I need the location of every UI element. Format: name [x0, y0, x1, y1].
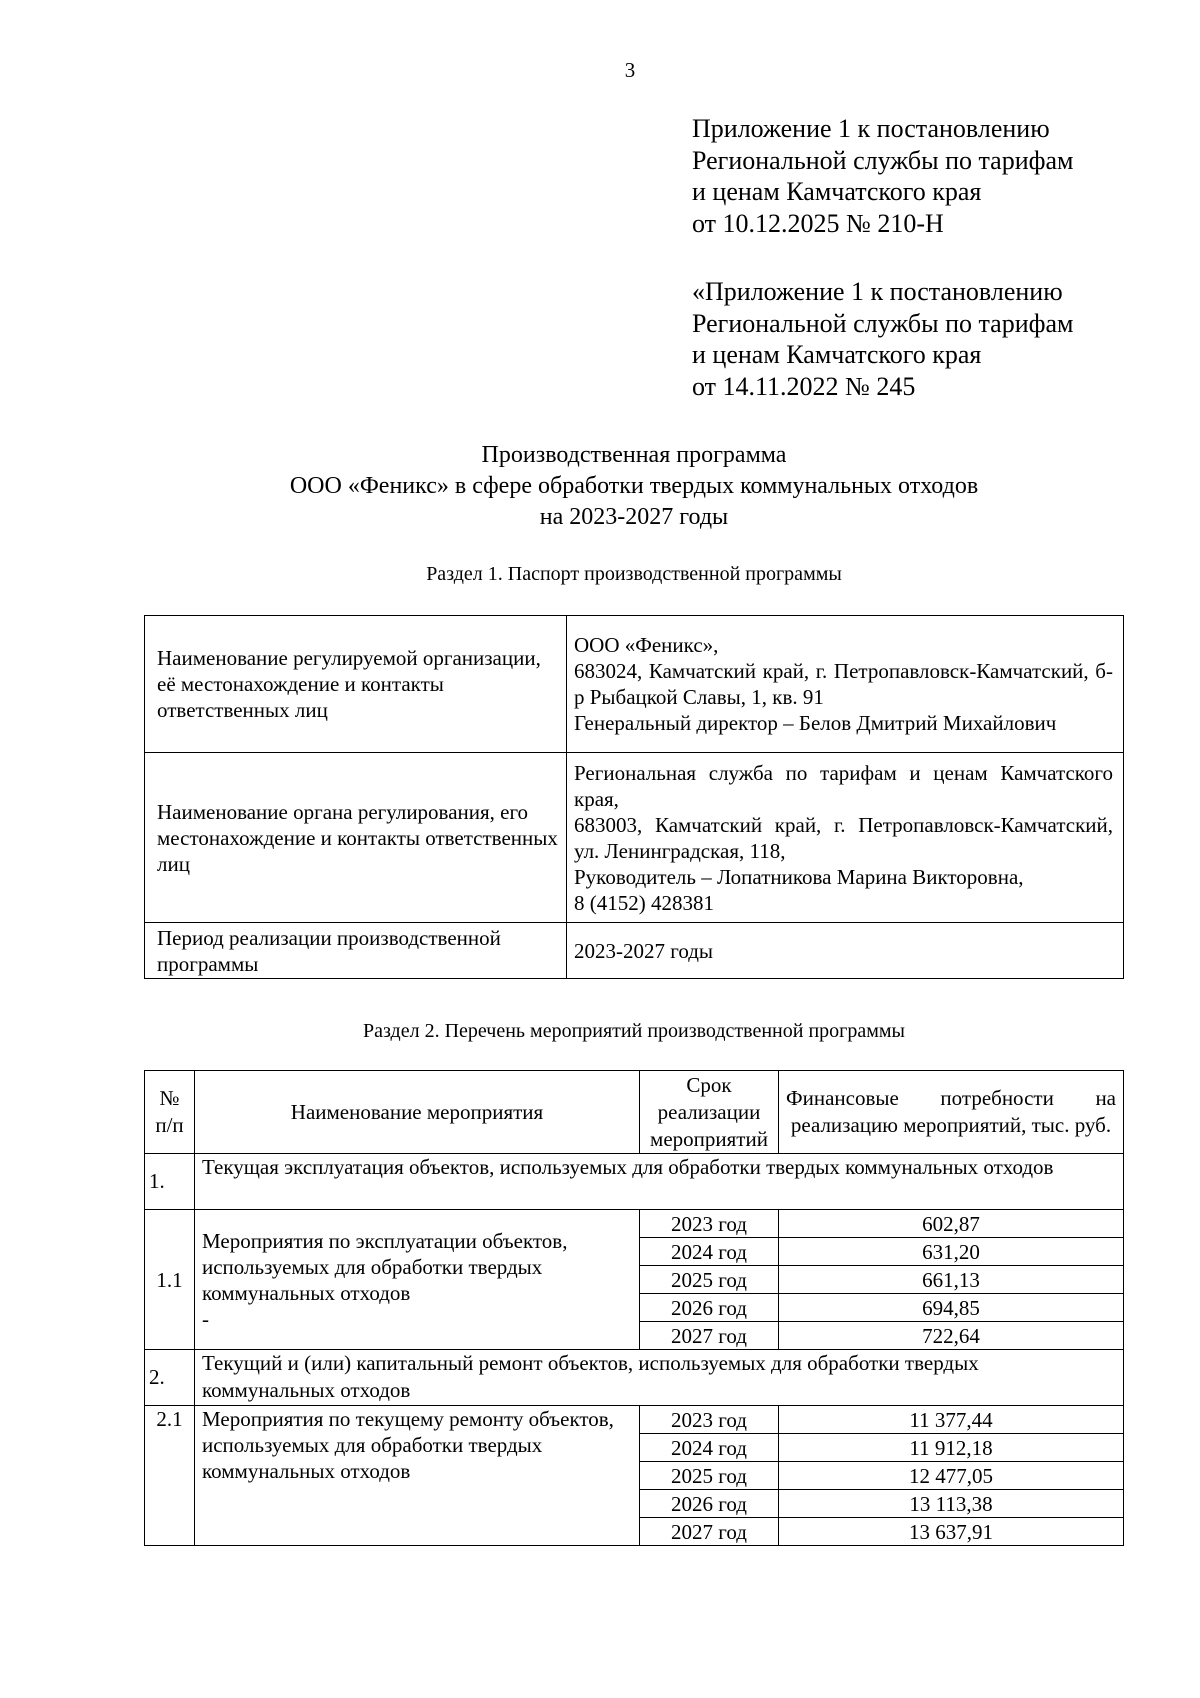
appendix-previous: [692, 276, 1073, 402]
header-term: Срок реализации мероприятий: [640, 1071, 779, 1154]
group-number: 2.: [145, 1350, 195, 1406]
table-row: [145, 923, 1124, 979]
table-row: [145, 753, 1124, 923]
header-num: № п/п: [145, 1071, 195, 1154]
table-row: [145, 616, 1124, 753]
table-row: [145, 1406, 1124, 1434]
appendix-line: Приложение 1 к постановлению: [692, 114, 1050, 143]
appendix-line: и ценам Камчатского края: [692, 177, 982, 206]
passport-value-line: 8 (4152) 428381: [574, 890, 714, 915]
appendix-line: Региональной службы по тарифам: [692, 308, 1074, 338]
year-cell: 2026 год: [640, 1490, 779, 1518]
item-dash: -: [202, 1306, 209, 1331]
year-cell: 2025 год: [640, 1266, 779, 1294]
section2-heading: Раздел 2. Перечень мероприятий производственной программы: [363, 1020, 905, 1042]
year-cell: 2024 год: [640, 1434, 779, 1462]
page-number: 3: [624, 58, 636, 82]
passport-table: [144, 615, 1124, 979]
amount-cell: 602,87: [779, 1210, 1124, 1238]
appendix-line: «Приложение 1 к постановлению: [692, 277, 1063, 306]
activities-table: [144, 1070, 1124, 1546]
year-cell: 2023 год: [640, 1406, 779, 1434]
amount-cell: 13 113,38: [779, 1490, 1124, 1518]
title-line: на 2023-2027 годы: [539, 504, 729, 530]
amount-cell: 631,20: [779, 1238, 1124, 1266]
passport-value: [567, 753, 1124, 923]
group-title: Текущий и (или) капитальный ремонт объектов, используемых для обработки твердых коммунальных отходов: [195, 1350, 1124, 1406]
group-title: Текущая эксплуатация объектов, используемых для обработки твердых коммунальных отходов: [195, 1154, 1124, 1210]
appendix-line: от 14.11.2022 № 245: [692, 371, 916, 401]
appendix-current: [692, 113, 1073, 239]
header-finance: Финансовые потребности на реализацию мероприятий, тыс. руб.: [779, 1071, 1124, 1154]
amount-cell: 694,85: [779, 1294, 1124, 1322]
section1-heading: Раздел 1. Паспорт производственной программы: [426, 563, 842, 585]
item-number: 2.1: [145, 1406, 195, 1546]
year-cell: 2027 год: [640, 1518, 779, 1546]
appendix-line: Региональной службы по тарифам: [692, 145, 1074, 175]
item-name-text: Мероприятия по эксплуатации объектов, используемых для обработки твердых коммунальных отходов: [202, 1228, 568, 1305]
passport-label: Наименование органа регулирования, его местонахождение и контакты ответственных лиц: [145, 753, 567, 923]
item-name: [195, 1210, 640, 1350]
item-name: Мероприятия по текущему ремонту объектов, используемых для обработки твердых коммунальных отходов: [195, 1406, 640, 1546]
passport-value-line: Генеральный директор – Белов Дмитрий Михайлович: [574, 711, 1057, 735]
passport-value-line: 683003, Камчатский край, г. Петропавловск-Камчатский, ул. Ленинградская, 118,: [574, 812, 1113, 863]
passport-value-line: Руководитель – Лопатникова Марина Викторовна,: [574, 864, 1024, 889]
document-title: [0, 440, 1200, 533]
item-number: 1.1: [145, 1210, 195, 1350]
appendix-line: и ценам Камчатского края: [692, 340, 982, 369]
passport-label: Наименование регулируемой организации, её местонахождение и контакты ответственных лиц: [145, 616, 567, 753]
passport-value-line: ООО «Феникс»,: [574, 633, 719, 657]
year-cell: 2025 год: [640, 1462, 779, 1490]
amount-cell: 13 637,91: [779, 1518, 1124, 1546]
header-name: Наименование мероприятия: [195, 1071, 640, 1154]
year-cell: 2023 год: [640, 1210, 779, 1238]
appendix-line: от 10.12.2025 № 210-Н: [692, 208, 944, 238]
table-row: [145, 1210, 1124, 1238]
amount-cell: 661,13: [779, 1266, 1124, 1294]
passport-value-line: 683024, Камчатский край, г. Петропавловск-Камчатский, б-р Рыбацкой Славы, 1, кв. 91: [574, 659, 1113, 709]
amount-cell: 722,64: [779, 1322, 1124, 1350]
amount-cell: 11 377,44: [779, 1406, 1124, 1434]
title-line: ООО «Феникс» в сфере обработки твердых коммунальных отходов: [289, 473, 979, 499]
group-number: 1.: [145, 1154, 195, 1210]
passport-value: [567, 616, 1124, 753]
group-row: [145, 1154, 1124, 1210]
title-line: Производственная программа: [481, 442, 787, 468]
year-cell: 2026 год: [640, 1294, 779, 1322]
passport-value-line: Региональная служба по тарифам и ценам Камчатского края,: [574, 760, 1113, 811]
table-header-row: [145, 1071, 1124, 1154]
amount-cell: 11 912,18: [779, 1434, 1124, 1462]
year-cell: 2024 год: [640, 1238, 779, 1266]
amount-cell: 12 477,05: [779, 1462, 1124, 1490]
group-row: [145, 1350, 1124, 1406]
passport-label: Период реализации производственной программы: [145, 923, 567, 979]
passport-value: 2023-2027 годы: [567, 923, 1124, 979]
year-cell: 2027 год: [640, 1322, 779, 1350]
